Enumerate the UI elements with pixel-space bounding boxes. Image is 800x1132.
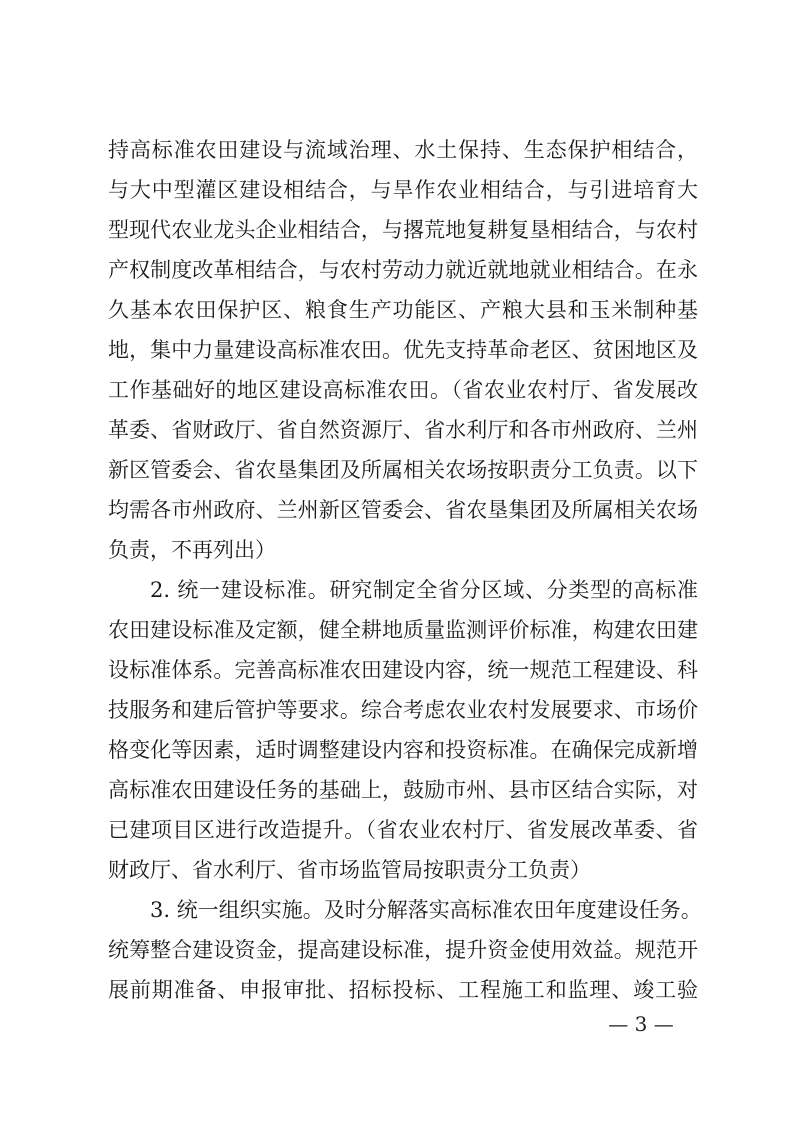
body-text-line: 已建项目区进行改造提升。（省农业农村厅、省发展改革委、省 bbox=[108, 818, 698, 842]
section-heading-line: 3. 统一组织实施。及时分解落实高标准农田年度建设任务。 bbox=[150, 898, 702, 922]
body-text-line: 格变化等因素，适时调整建设内容和投资标准。在确保完成新增 bbox=[108, 738, 698, 762]
body-text-line: 工作基础好的地区建设高标准农田。（省农业农村厅、省发展改 bbox=[108, 378, 698, 402]
body-text-line: 统筹整合建设资金，提高建设标准，提升资金使用效益。规范开 bbox=[108, 938, 698, 962]
body-text-line: 与大中型灌区建设相结合，与旱作农业相结合，与引进培育大 bbox=[108, 178, 698, 202]
body-text-line: 久基本农田保护区、粮食生产功能区、产粮大县和玉米制种基 bbox=[108, 298, 698, 322]
body-text-line: 地，集中力量建设高标准农田。优先支持革命老区、贫困地区及 bbox=[108, 338, 698, 362]
body-text-line: 展前期准备、申报审批、招标投标、工程施工和监理、竣工验 bbox=[108, 978, 698, 1002]
body-text-line: 革委、省财政厅、省自然资源厅、省水利厅和各市州政府、兰州 bbox=[108, 418, 698, 442]
body-text-line: 高标准农田建设任务的基础上，鼓励市州、县市区结合实际，对 bbox=[108, 778, 698, 802]
body-text-line: 农田建设标准及定额，健全耕地质量监测评价标准，构建农田建 bbox=[108, 618, 698, 642]
page-number: — 3 — bbox=[608, 1012, 674, 1036]
body-text-line: 设标准体系。完善高标准农田建设内容，统一规范工程建设、科 bbox=[108, 658, 698, 682]
body-text-line: 财政厅、省水利厅、省市场监管局按职责分工负责） bbox=[108, 858, 591, 882]
body-text-line: 持高标准农田建设与流域治理、水土保持、生态保护相结合， bbox=[108, 138, 698, 162]
section-heading-line: 2. 统一建设标准。研究制定全省分区域、分类型的高标准 bbox=[150, 578, 698, 602]
body-text-line: 负责，不再列出） bbox=[108, 538, 276, 562]
body-text-line: 型现代农业龙头企业相结合，与撂荒地复耕复垦相结合，与农村 bbox=[108, 218, 698, 242]
body-text-line: 技服务和建后管护等要求。综合考虑农业农村发展要求、市场价 bbox=[108, 698, 698, 722]
body-text-line: 产权制度改革相结合，与农村劳动力就近就地就业相结合。在永 bbox=[108, 258, 698, 282]
body-text-line: 新区管委会、省农垦集团及所属相关农场按职责分工负责。以下 bbox=[108, 458, 698, 482]
body-text-line: 均需各市州政府、兰州新区管委会、省农垦集团及所属相关农场 bbox=[108, 498, 698, 522]
